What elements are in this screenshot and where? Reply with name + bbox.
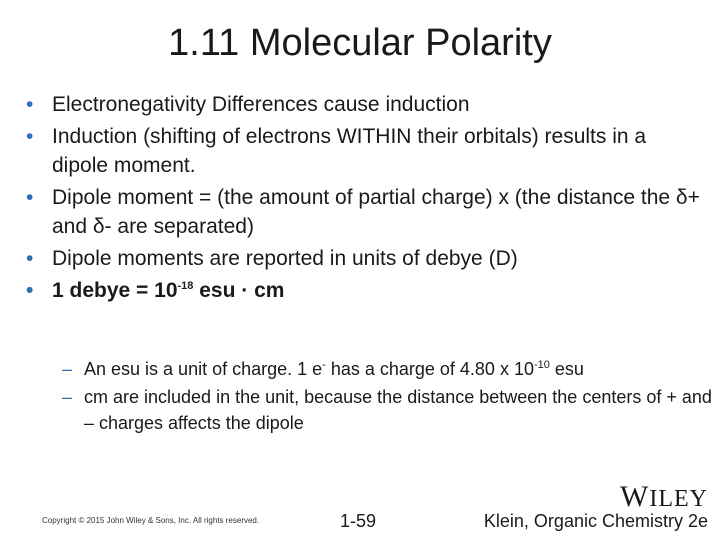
bullet-dot-icon: • [26,247,34,270]
bullet-text: Induction (shifting of electrons WITHIN their orbitals) results in a dipole moment. [52,125,647,177]
dash-icon: – [62,387,73,407]
sub-text: cm are included in the unit, because the distance between the centers of + and – charges affects the dipole [84,387,712,433]
sub-text-part: esu [549,359,584,379]
sub-text-part: has a charge of 4.80 x 10 [325,359,534,379]
bullet-text: Dipole moments are reported in units of debye (D) [52,247,518,270]
bullet-dot-icon: • [26,125,34,148]
sub-bullet-item [62,356,712,382]
debye-prefix: 1 debye = 10 [52,279,178,302]
book-title: Klein, Organic Chemistry 2e [483,511,708,531]
page-number: 1-59 [340,511,377,531]
bullet-dot-icon: • [26,186,34,209]
sub-bullet-list [62,356,712,438]
dash-icon: – [62,359,73,379]
bullet-text: Electronegativity Differences cause induction [52,93,470,116]
bullet-list [26,90,706,308]
logo-rest: ILEY [649,486,708,512]
debye-exponent: -18 [177,280,194,292]
sub-bullet-item [62,384,712,436]
slide-title: 1.11 Molecular Polarity [168,22,552,64]
bullet-text: Dipole moment = (the amount of partial charge) x (the distance the δ+ and δ- are separated) [52,186,700,238]
electron-charge-sign: - [322,359,326,371]
wiley-logo [620,480,708,514]
bullet-item-debye-definition [26,276,706,305]
bullet-item [26,183,706,241]
sub-text-part: An esu is a unit of charge. 1 e [84,359,323,379]
bullet-item [26,122,706,180]
bullet-item [26,90,706,119]
bullet-item [26,244,706,273]
bullet-dot-icon: • [26,279,34,302]
bullet-dot-icon: • [26,93,34,116]
copyright-notice: Copyright © 2015 John Wiley & Sons, Inc. All rights reserved. [42,516,260,525]
debye-suffix: esu · cm [193,279,285,302]
charge-exponent: -10 [533,359,550,371]
logo-initial: W [620,480,650,513]
